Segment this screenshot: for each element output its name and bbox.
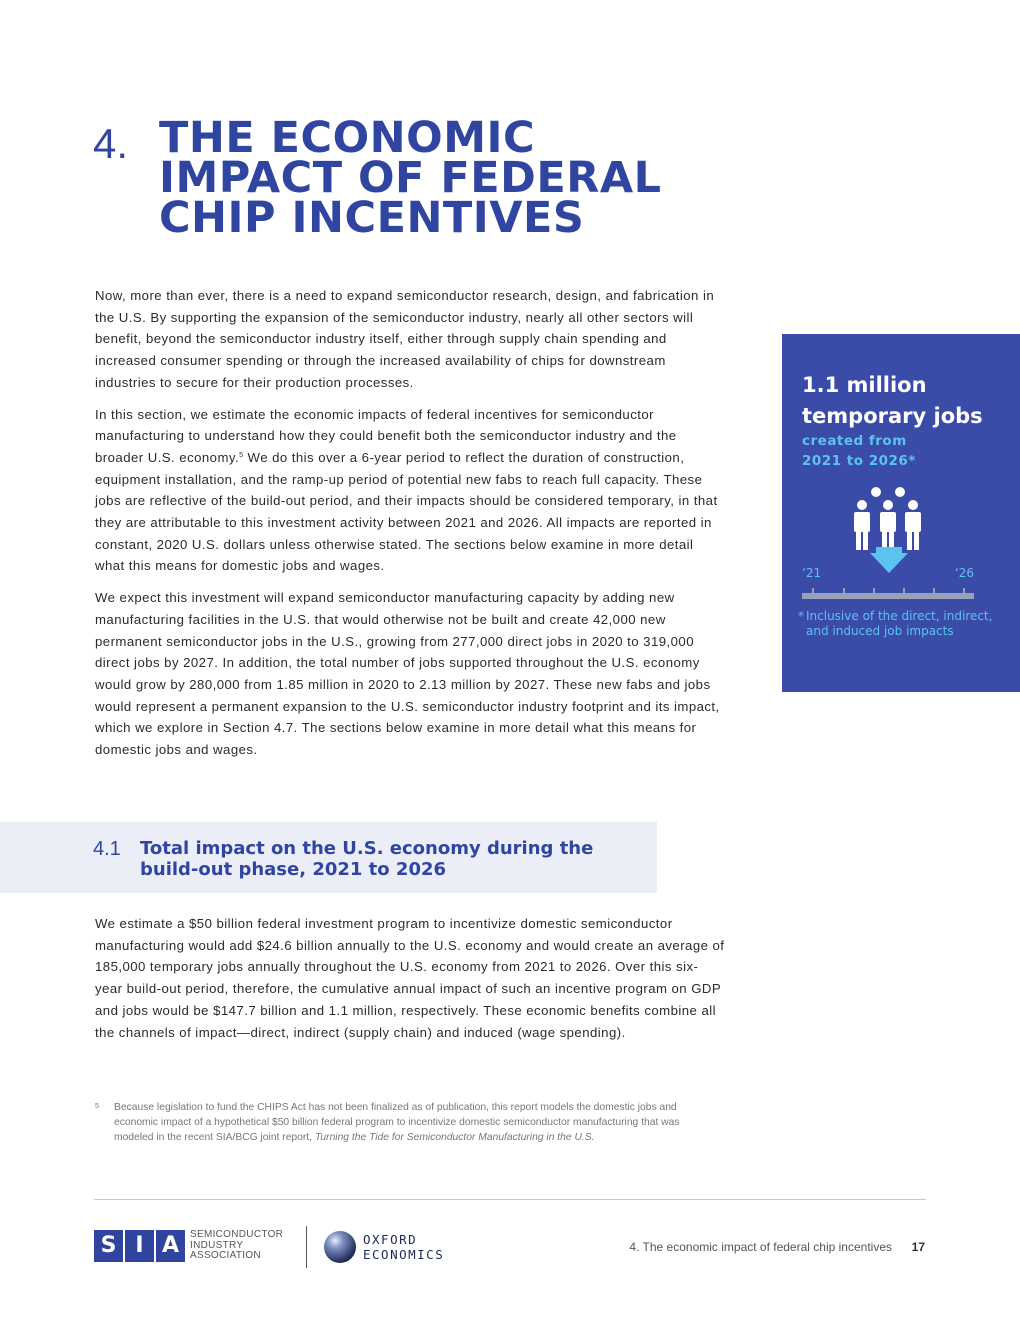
chapter-number: 4. — [93, 120, 129, 167]
oxford-economics-name: OXFORD ECONOMICS — [363, 1232, 445, 1262]
asterisk: * — [798, 609, 804, 623]
footer-divider-line — [94, 1199, 926, 1200]
section-paragraph: We estimate a $50 billion federal investment program to incentivize domestic semiconductor manufacturing would add $24.6 billion annually to the U.S. economy and would create an average of 185,000 temporary jobs annually throughout the U.S. economy from 2021 to 2026. Over this six-year build-out period, therefore, the cumulative annual impact of such an incentive program on GDP and jobs would be $147.7 billion and 1.1 million, respectively. These economic benefits combine all the channels of impact—direct, indirect (supply chain) and induced (wage spending). — [95, 916, 725, 1040]
chapter-title-line: THE ECONOMIC — [159, 113, 536, 163]
section-title: Total impact on the U.S. economy during the build-out phase, 2021 to 2026 — [140, 838, 594, 880]
page-number: 17 — [911, 1240, 925, 1254]
callout-title: 1.1 million temporary jobs — [802, 373, 983, 428]
footnote — [95, 1100, 720, 1145]
timeline — [802, 566, 974, 606]
footnote-mark: 5 — [95, 1103, 99, 1110]
callout-subtitle: created from 2021 to 2026* — [802, 433, 916, 469]
timeline-start-label: ‘21 — [802, 566, 822, 580]
chapter-title-line: CHIP INCENTIVES — [159, 193, 585, 243]
sia-logo-name: SEMICONDUCTOR INDUSTRY ASSOCIATION — [190, 1229, 284, 1261]
sia-logo-letter: A — [156, 1230, 185, 1262]
footnote-text: Because legislation to fund the CHIPS Act has not been finalized as of publication, this report models the domestic jobs and economic impact of a hypothetical $50 billion federal program to incentivize domestic semiconductor manufacturing that was modeled in the recent SIA/BCG joint report, Turning the Tide for Semiconductor Manufacturing in the U.S. — [114, 1102, 680, 1143]
oxford-economics-logo[interactable] — [323, 1230, 473, 1264]
timeline-bar — [802, 588, 974, 600]
logo-divider — [306, 1226, 307, 1268]
callout-note — [798, 609, 1013, 639]
section-number: 4.1 — [93, 838, 121, 860]
footnote-reference[interactable]: 5 — [239, 451, 244, 459]
intro-paragraph-2: In this section, we estimate the economic impacts of federal incentives for semiconductor manufacturing to understand how they could benefit both the semiconductor industry and the broader U.S. economy.$^5$ We do this over a 6-year period to reflect the duration of construction, equipment installation, and the ramp-up period of potential new fabs to reach full capacity. These jobs are reflective of the build-out period, and their impacts should be considered temporary, in that they are attributable to this investment activity between 2021 and 2026. All impacts are reported in constant, 2020 U.S. dollars unless otherwise stated. The sections below examine in more detail what this means for domestic jobs and wages. — [95, 406, 718, 574]
report-title: Turning the Tide for Semiconductor Manufacturing in the U.S. — [314, 1132, 595, 1143]
intro-paragraph-1: Now, more than ever, there is a need to expand semiconductor research, design, and fabrication in the U.S. By supporting the expansion of the semiconductor industry, nearly all other sectors will benefit, beyond the semiconductor industry itself, either through supply chain spending and increased consumer spending or through the increased availability of chips for downstream industries to secure for their production processes. — [95, 288, 715, 390]
footer-chapter-caption: 4. The economic impact of federal chip incentives — [629, 1240, 892, 1254]
sia-logo-letter: S — [94, 1230, 123, 1262]
callout-note-text: Inclusive of the direct, indirect, and induced job impacts — [806, 609, 993, 638]
sia-logo-letter: I — [125, 1230, 154, 1262]
globe-icon — [323, 1230, 357, 1264]
intro-body — [95, 285, 725, 771]
section-body — [95, 913, 725, 1053]
chapter-title — [159, 113, 759, 243]
chapter-title-line: IMPACT OF FEDERAL — [159, 153, 662, 203]
timeline-end-label: ‘26 — [954, 566, 974, 580]
section-heading-band — [0, 822, 657, 893]
jobs-callout-box — [782, 334, 1020, 692]
intro-paragraph-3: We expect this investment will expand semiconductor manufacturing capacity by adding new manufacturing facilities in the U.S. that would otherwise not be built and create 42,000 new permanent semiconductor jobs in the U.S., growing from 277,000 direct jobs in 2020 to 319,000 direct jobs by 2027. In addition, the total number of jobs supported throughout the U.S. economy would grow by 280,000 from 1.85 million in 2020 to 2.13 million by 2027. These new fabs and jobs would represent a permanent expansion to the U.S. semiconductor industry footprint and its impact, which we explore in Section 4.7. The sections below examine in more detail what this means for domestic jobs and wages. — [95, 590, 720, 758]
people-icon — [850, 486, 930, 576]
